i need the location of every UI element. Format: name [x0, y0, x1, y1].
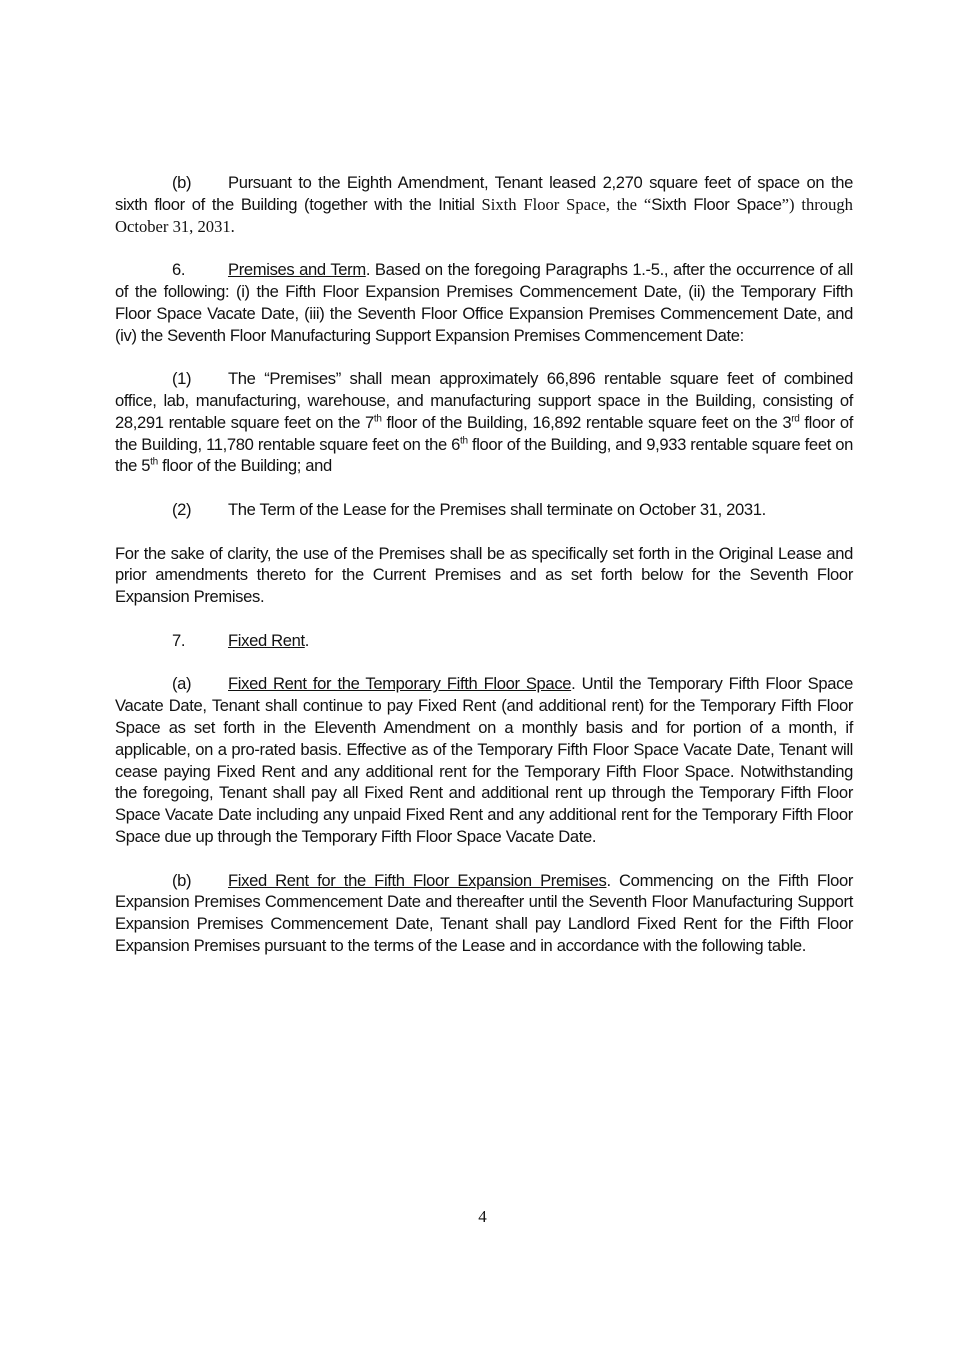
paragraph-6-2 — [115, 499, 853, 521]
paragraph-5b — [115, 172, 853, 237]
ordinal-suffix: rd — [791, 413, 800, 425]
ordinal-suffix: th — [373, 413, 382, 425]
paragraph-text: floor of the Building, 16,892 rentable square feet on the 3 — [381, 412, 792, 432]
paragraph-7 — [115, 630, 853, 652]
paragraph-text: . Based on the foregoing Paragraphs 1.-5., after the occurrence of all of the following: (i) the Fifth Floor Expansion Premises Commencement Date, (ii) the Temporary Fifth Floor Space Vacate Date, (iii) the Seventh Floor Office Expansion Premises Commencement Date, and (iv) the Seventh Floor Manufacturing Support Expansion Premises Commencement Date: — [115, 260, 853, 345]
paragraph-text: floor of the Building; and — [157, 456, 332, 476]
ordinal-suffix: th — [460, 435, 468, 447]
section-number: 7. — [172, 630, 186, 650]
paragraph-text-serif: Sixth Floor Space, the “ — [481, 194, 652, 214]
paragraph-label: (a) — [172, 674, 192, 694]
paragraph-7a — [115, 673, 853, 847]
page-number: 4 — [478, 1207, 487, 1226]
paragraph-label: (b) — [172, 870, 192, 890]
paragraph-text-serif: ”) through October 31, 2031. — [115, 194, 853, 236]
paragraph-label: (b) — [172, 173, 192, 192]
paragraph-text: floor of the Building, and 9,933 rentable square feet on the 5 — [115, 434, 854, 476]
paragraph-text: The Term of the Lease for the Premises shall terminate on October 31, 2031. — [228, 499, 766, 519]
paragraph-7b — [115, 870, 853, 957]
defined-term: Sixth Floor Space — [651, 194, 782, 214]
paragraph-text: Pursuant to the Eighth Amendment, Tenant leased 2,270 square feet of space on the sixth floor of the Building (together with the Initial — [115, 173, 853, 214]
paragraph-text: The “Premises” shall mean approximately 66,896 rentable square feet of combined office, lab, manufacturing, warehouse, and manufacturing support space in the Building, consisting of 28,291 rentable square feet on the 7 — [115, 369, 853, 432]
subsection-heading: Fixed Rent for the Temporary Fifth Floor Space — [228, 674, 572, 694]
paragraph-text: . Until the Temporary Fifth Floor Space Vacate Date, Tenant shall continue to pay Fixed Rent (and additional rent) for the Temporary Fifth Floor Space as set forth in the Eleventh Amendment on a monthly basis and for portion of a month, if applicable, on a pro-rated basis. Effective as of the Temporary Fifth Floor Space Vacate Date, Tenant will cease paying Fixed Rent and any additional rent for the Temporary Fifth Floor Space. Notwithstanding the foregoing, Tenant shall pay all Fixed Rent and additional rent up through the Temporary Fifth Floor Space Vacate Date including any unpaid Fixed Rent and any additional rent for the Temporary Fifth Floor Space due up through the Temporary Fifth Floor Space Vacate Date. — [115, 674, 853, 846]
document-page — [115, 172, 853, 957]
section-heading: Premises and Term — [228, 260, 366, 280]
paragraph-6-1 — [115, 368, 853, 477]
paragraph-label: (1) — [172, 369, 192, 389]
paragraph-text: . Commencing on the Fifth Floor Expansion Premises Commencement Date and thereafter until the Seventh Floor Manufacturing Support Expansion Premises Commencement Date, Tenant shall pay Landlord Fixed Rent for the Fifth Floor Expansion Premises pursuant to the terms of the Lease and in accordance with the following table. — [115, 870, 854, 955]
section-number: 6. — [172, 260, 186, 280]
ordinal-suffix: th — [150, 456, 158, 468]
paragraph-text: . — [304, 630, 310, 650]
subsection-heading: Fixed Rent for the Fifth Floor Expansion Premises — [228, 870, 607, 890]
paragraph-clarity — [115, 543, 853, 608]
paragraph-6 — [115, 259, 853, 346]
paragraph-text: For the sake of clarity, the use of the Premises shall be as specifically set forth in the Original Lease and prior amendments thereto for the Current Premises and as set forth below for the Seventh Floor Expansion Premises. — [115, 543, 853, 607]
section-heading: Fixed Rent — [228, 630, 305, 650]
paragraph-label: (2) — [172, 499, 192, 519]
paragraph-text: floor of the Building, 11,780 rentable square feet on the 6 — [115, 412, 853, 454]
